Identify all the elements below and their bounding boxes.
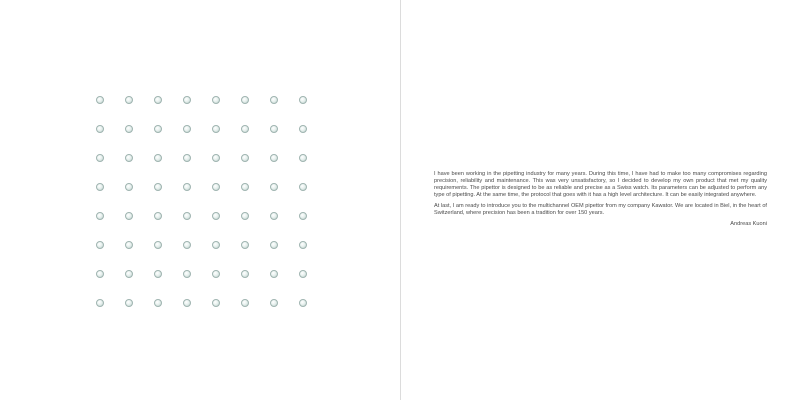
well-dot [270, 299, 278, 307]
well-dot [125, 212, 133, 220]
well-dot [154, 241, 162, 249]
well-dot [270, 96, 278, 104]
well-dot [154, 183, 162, 191]
well-dot [212, 96, 220, 104]
well-dot [270, 270, 278, 278]
well-dot [183, 125, 191, 133]
well-dot [241, 299, 249, 307]
well-dot [125, 299, 133, 307]
well-dot [154, 125, 162, 133]
well-dot [212, 154, 220, 162]
well-dot [270, 125, 278, 133]
well-dot [299, 241, 307, 249]
well-dot [212, 299, 220, 307]
well-dot [96, 212, 104, 220]
well-dot [154, 270, 162, 278]
well-dot [96, 183, 104, 191]
well-dot [241, 125, 249, 133]
well-dot [96, 270, 104, 278]
well-dot [299, 96, 307, 104]
well-dot [154, 212, 162, 220]
well-dot [183, 212, 191, 220]
well-dot [299, 183, 307, 191]
well-dot [183, 270, 191, 278]
well-dot [270, 212, 278, 220]
well-dot [212, 241, 220, 249]
well-dot [299, 270, 307, 278]
well-dot [241, 183, 249, 191]
well-dot [241, 154, 249, 162]
well-dot [125, 183, 133, 191]
well-dot [125, 154, 133, 162]
well-dot [183, 241, 191, 249]
well-dot [154, 96, 162, 104]
well-dot [96, 154, 104, 162]
right-page [401, 0, 800, 400]
well-dot [183, 96, 191, 104]
well-dot [125, 125, 133, 133]
intro-text-block [434, 171, 767, 228]
well-dot [270, 183, 278, 191]
well-dot [212, 183, 220, 191]
well-dot [299, 212, 307, 220]
well-dot [241, 96, 249, 104]
well-dot [125, 241, 133, 249]
intro-paragraph-2: At last, I am ready to introduce you to the multichannel OEM pipettor from my company Kawator. We are located in Biel, in the heart of Switzerland, where precision has been a tradition for over 150 years. [434, 203, 767, 216]
well-dot [154, 299, 162, 307]
well-dot [183, 299, 191, 307]
well-dot [212, 125, 220, 133]
well-dot [183, 154, 191, 162]
intro-paragraph-1: I have been working in the pipetting industry for many years. During this time, I have had to make too many compromises regarding precision, reliability and maintenance. This was very unsatisfactory, so I decided to develop my own product that met my quality requirements. The pipettor is designed to be as reliable and precise as a Swiss watch. Its parameters can be adjusted to perform any type of pipetting. At the same time, the protocol that goes with it has a high level architecture. It can be easily integrated anywhere. [434, 171, 767, 198]
well-dot [212, 270, 220, 278]
well-dot [125, 96, 133, 104]
well-dot [241, 270, 249, 278]
well-plate-grid [96, 96, 307, 307]
well-dot [270, 241, 278, 249]
well-dot [299, 299, 307, 307]
well-dot [299, 125, 307, 133]
well-dot [299, 154, 307, 162]
well-dot [125, 270, 133, 278]
well-dot [154, 154, 162, 162]
well-dot [96, 241, 104, 249]
well-dot [96, 96, 104, 104]
well-dot [96, 299, 104, 307]
well-dot [270, 154, 278, 162]
well-dot [241, 241, 249, 249]
author-signature: Andreas Kuoni [730, 221, 767, 227]
well-dot [212, 212, 220, 220]
well-dot [183, 183, 191, 191]
well-dot [96, 125, 104, 133]
well-dot [241, 212, 249, 220]
